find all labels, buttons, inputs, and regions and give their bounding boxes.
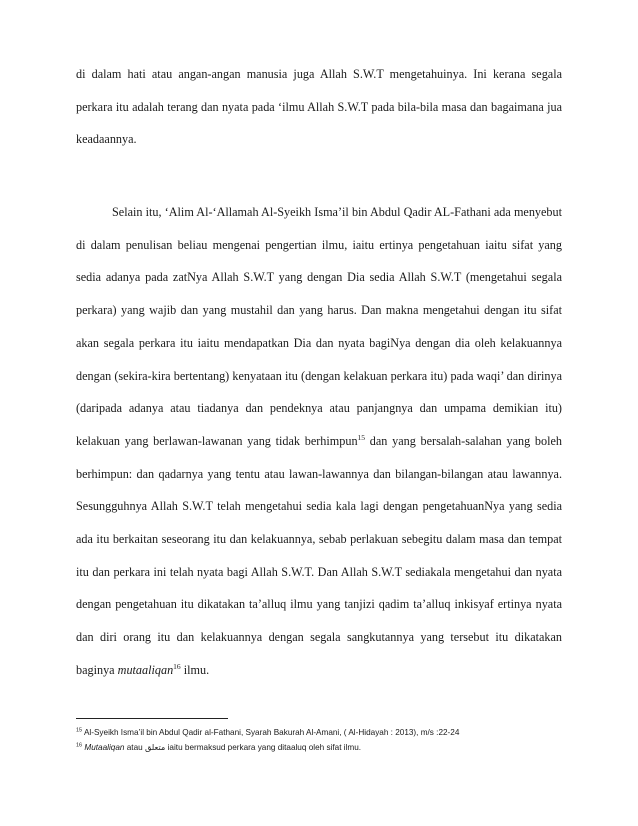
paragraph-2: [76, 196, 562, 687]
footnote-16-text: atau متعلق iaitu bermaksud perkara yang ditaaluq oleh sifat ilmu.: [124, 743, 362, 753]
paragraph-2-text-part1: Selain itu, ‘Alim Al-‘Allamah Al-Syeikh Isma’il bin Abdul Qadir AL-Fathani ada menyebut di dalam penulisan beliau mengenai pengertian ilmu, iaitu ertinya pengetahuan iaitu sifat yang sedia adanya pada zatNya Allah S.W.T yang dengan Dia sedia Allah S.W.T (mengetahui segala perkara) yang wajib dan yang mustahil dan yang harus. Dan makna mengetahui dengan itu sifat akan segala perkara itu iaitu mendapatkan Dia dan nyata bagiNya dengan dia oleh kelakuannya dengan (sekira-kira bertentang) kenyataan itu (dengan kelakuan perkara itu) pada waqi’ dan dirinya (daripada adanya atau tiadanya dan pendeknya atau panjangnya dan umpama demikian itu) kelakuan yang berlawan-lawanan yang tidak berhimpun: [76, 205, 562, 448]
paragraph-1: [76, 58, 562, 156]
footnote-separator: [76, 718, 228, 719]
footnote-15-number: 15: [76, 727, 83, 734]
footnote-ref-16[interactable]: 16: [173, 661, 181, 671]
paragraph-1-text: di dalam hati atau angan-angan manusia juga Allah S.W.T mengetahuinya. Ini kerana segala perkara itu adalah terang dan nyata pada ‘ilmu Allah S.W.T pada bila-bila masa dan bagaimana jua keadaannya.: [76, 67, 562, 147]
footnote-15: [76, 725, 562, 740]
paragraph-2-text-part3: ilmu.: [180, 662, 210, 677]
footnote-15-text: Al-Syeikh Isma’il bin Abdul Qadir al-Fathani, Syarah Bakurah Al-Amani, ( Al-Hidayah : 2013), m/s :22-24: [83, 728, 460, 737]
footnote-16-term: Mutaaliqan: [84, 743, 125, 753]
footnote-16: [76, 740, 562, 755]
term-mutaaliqan: mutaaliqan: [117, 662, 174, 677]
footnote-ref-15[interactable]: 15: [357, 432, 366, 442]
footnotes: [76, 725, 562, 755]
paragraph-2-text-part2: dan yang bersalah-salahan yang boleh berhimpun: dan qadarnya yang tentu atau lawan-lawannya dan bilangan-bilangan atau lawannya. Sesungguhnya Allah S.W.T telah mengetahui sedia kala lagi dengan pengetahuanNya yang sedia ada itu berkaitan seseorang itu dan kelakuannya, sebab perlakuan sebegitu dalam masa dan tempat itu dan perkara ini telah nyata bagi Allah S.W.T. Dan Allah S.W.T sediakala mengetahui dan nyata dengan pengetahuan itu dikatakan ta’alluq ilmu yang tanjizi qadim ta’alluq inkisyaf ertinya nyata dan diri orang itu dan kelakuannya dengan segala sangkutannya yang tersebut itu dikatakan baginya: [76, 433, 562, 677]
footnote-16-number: 16: [76, 742, 83, 749]
